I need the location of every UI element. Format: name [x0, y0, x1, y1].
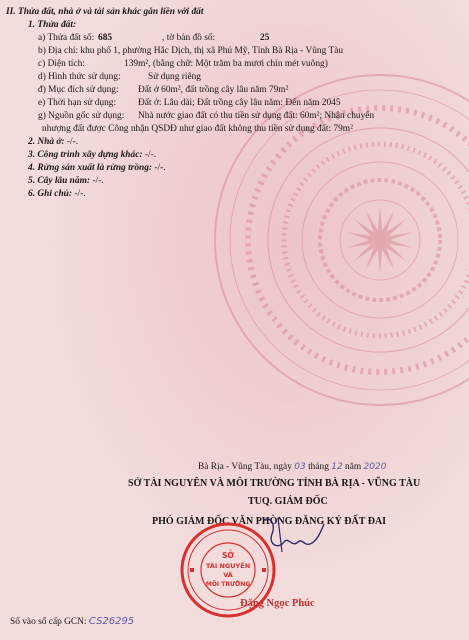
- parcel-number-row: [14, 32, 464, 45]
- date-month: 12: [331, 462, 343, 472]
- date-year: 2020: [363, 462, 387, 472]
- gcn-number: CS26295: [88, 616, 135, 627]
- usage-term-label: e) Thời hạn sử dụng:: [38, 98, 117, 108]
- perennial-trees-row: [14, 175, 464, 188]
- handwritten-signature: [258, 512, 328, 556]
- usage-form-row: [14, 71, 464, 84]
- parcel-number: 685: [98, 33, 113, 43]
- perennial-trees-label: 5. Cây lâu năm:: [28, 176, 90, 186]
- perennial-trees-value: -/-.: [90, 176, 104, 186]
- year-label: năm: [345, 462, 362, 472]
- area-value: 139m², (bằng chữ: Một trăm ba mươi chín mét vuông): [124, 59, 328, 69]
- map-sheet-number: 25: [260, 33, 270, 43]
- parcel-number-label: a) Thửa đất số:: [38, 33, 95, 43]
- usage-term-value: Đất ở: Lâu dài; Đất trồng cây lâu năm: Đến năm 2045: [138, 98, 341, 108]
- area-row: [14, 58, 464, 71]
- other-construction-row: [14, 149, 464, 162]
- notes-row: [14, 188, 464, 201]
- seal-text-bottom: MÔI TRƯỜNG: [205, 581, 251, 588]
- issuing-organization: SỞ TÀI NGUYÊN VÀ MÔI TRƯỜNG TỈNH BÀ RỊA - VŨNG TÀU: [128, 478, 421, 489]
- housing-row: [14, 136, 464, 149]
- usage-origin-continued: nhượng đất được Công nhận QSDĐ như giao đất không thu tiền sử dụng đất: 79m²: [42, 124, 353, 134]
- date-day: 03: [294, 462, 306, 472]
- notes-label: 6. Ghi chú:: [28, 189, 73, 199]
- planted-forest-value: -/-.: [152, 163, 166, 173]
- usage-term-row: [14, 97, 464, 110]
- seal-text-top: SỞ: [222, 551, 234, 560]
- housing-value: -/-.: [64, 137, 79, 147]
- place-date: [198, 462, 386, 472]
- planted-forest-row: [14, 162, 464, 175]
- other-construction-value: -/-.: [142, 150, 157, 160]
- drum-star-icon: [347, 206, 413, 274]
- place-date-prefix: Bà Rịa - Vũng Tàu, ngày: [198, 462, 292, 472]
- seal-text-mid: TÀI NGUYÊN: [205, 562, 251, 570]
- map-sheet-label: , tờ bản đồ số:: [162, 33, 216, 43]
- usage-form-value: Sử dụng riêng: [148, 72, 201, 82]
- authorization-line: TUQ. GIÁM ĐỐC: [248, 496, 328, 507]
- section-title: II. Thửa đất, nhà ở và tài sản khác gắn liền với đất: [6, 7, 204, 17]
- planted-forest-label: 4. Rừng sản xuất là rừng trồng:: [28, 163, 153, 173]
- usage-form-label: d) Hình thức sử dụng:: [38, 72, 121, 82]
- gcn-label: Số vào sổ cấp GCN:: [10, 617, 87, 627]
- area-label: c) Diện tích:: [38, 59, 85, 69]
- notes-value: -/-.: [72, 189, 86, 199]
- parcel-heading: 1. Thửa đất:: [28, 20, 77, 30]
- usage-origin-label: g) Nguồn gốc sử dụng:: [38, 111, 125, 121]
- housing-label: 2. Nhà ở:: [28, 137, 65, 147]
- address-row: b) Địa chỉ: khu phố 1, phường Hắc Dịch, thị xã Phú Mỹ, Tỉnh Bà Rịa - Vũng Tàu: [38, 46, 344, 56]
- signer-role: PHÓ GIÁM ĐỐC VĂN PHÒNG ĐĂNG KÝ ĐẤT ĐAI: [152, 516, 387, 527]
- usage-purpose-row: [14, 84, 464, 97]
- seal-text-and: VÀ: [223, 571, 233, 579]
- other-construction-label: 3. Công trình xây dựng khác:: [28, 150, 143, 160]
- signer-name: Đặng Ngọc Phúc: [240, 598, 315, 609]
- month-label: tháng: [308, 462, 329, 472]
- usage-purpose-value: Đất ở 60m², đất trồng cây lâu năm 79m²: [138, 85, 289, 95]
- usage-origin-value: Nhà nước giao đất có thu tiền sử dụng đất: 60m²; Nhận chuyển: [138, 111, 375, 121]
- usage-purpose-label: đ) Mục đích sử dụng:: [38, 85, 119, 95]
- usage-origin-row: [14, 110, 464, 123]
- gcn-registry: [10, 616, 134, 627]
